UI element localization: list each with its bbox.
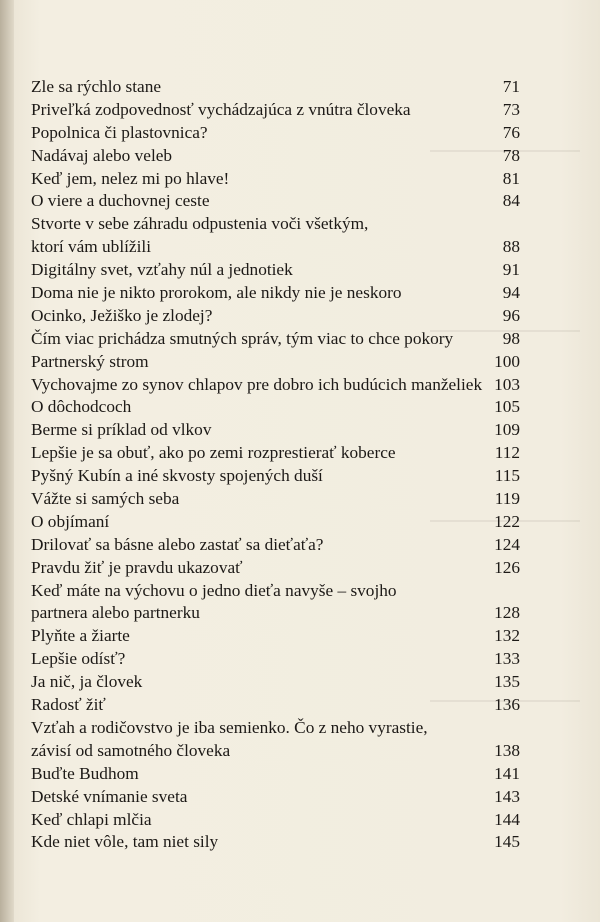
toc-entry-line xyxy=(31,671,520,694)
toc-entry-line xyxy=(31,831,520,854)
toc-entry-title: Lepšie je sa obuť, ako po zemi rozprestierať koberce xyxy=(31,443,396,463)
toc-entry-title: O dôchodcoch xyxy=(31,397,132,417)
toc-entry-title: Detské vnímanie sveta xyxy=(31,786,188,806)
toc-entry xyxy=(31,442,520,465)
toc-entry xyxy=(31,374,520,397)
toc-entry-title: Vychovajme zo synov chlapov pre dobro ich budúcich manželiek xyxy=(31,374,483,394)
toc-entry xyxy=(31,625,520,648)
toc-entry-line xyxy=(31,122,520,145)
toc-entry-title: Zle sa rýchlo stane xyxy=(31,77,162,96)
toc-entry-line xyxy=(31,602,520,625)
toc-entry xyxy=(31,786,520,809)
toc-entry-title: Priveľká zodpovednosť vychádzajúca z vnútra človeka xyxy=(31,99,411,119)
toc-entry-line xyxy=(31,786,520,809)
toc-entry xyxy=(31,99,520,122)
toc-entry-line xyxy=(31,396,520,419)
toc-entry xyxy=(31,580,520,626)
toc-entry-line xyxy=(31,351,520,374)
toc-entry xyxy=(31,763,520,786)
toc-entry xyxy=(31,282,520,305)
toc-entry xyxy=(31,694,520,717)
toc-entry-title: Nadávaj alebo veleb xyxy=(31,145,173,165)
toc-entry-page-number: 115 xyxy=(494,466,520,486)
toc-entry-line xyxy=(31,625,520,648)
table-of-contents xyxy=(31,76,520,854)
toc-entry-line xyxy=(31,419,520,442)
toc-entry xyxy=(31,488,520,511)
toc-entry-title: Popolnica či plastovnica? xyxy=(31,122,208,142)
toc-entry-title: Ja nič, ja človek xyxy=(31,672,143,692)
toc-entry-page-number: 103 xyxy=(494,374,520,394)
toc-entry-page-number: 119 xyxy=(494,489,520,509)
toc-entry xyxy=(31,351,520,374)
toc-entry-line xyxy=(31,282,520,305)
toc-entry-title: Kde niet vôle, tam niet sily xyxy=(31,832,219,852)
toc-entry-title: partnera alebo partnerku xyxy=(31,603,200,623)
toc-entry-title: Lepšie odísť? xyxy=(31,649,126,669)
toc-entry xyxy=(31,145,520,168)
toc-entry-page-number: 128 xyxy=(494,603,520,623)
toc-entry-line xyxy=(31,694,520,717)
toc-entry xyxy=(31,122,520,145)
toc-entry-page-number: 71 xyxy=(502,77,520,96)
toc-entry-line xyxy=(31,465,520,488)
toc-entry-line xyxy=(31,99,520,122)
toc-entry-title: Plyňte a žiarte xyxy=(31,626,130,646)
toc-entry-page-number: 122 xyxy=(494,511,520,531)
toc-entry-line xyxy=(31,259,520,282)
toc-entry xyxy=(31,465,520,488)
toc-entry-title: O objímaní xyxy=(31,511,110,531)
toc-entry xyxy=(31,213,520,259)
toc-entry xyxy=(31,419,520,442)
toc-entry-page-number: 78 xyxy=(502,145,520,165)
toc-entry-page-number: 98 xyxy=(502,328,520,348)
toc-entry-page-number: 109 xyxy=(494,420,520,440)
toc-entry-page-number: 144 xyxy=(494,809,520,829)
toc-entry xyxy=(31,190,520,213)
toc-entry-page-number: 96 xyxy=(502,305,520,325)
toc-entry-page-number: 141 xyxy=(494,763,520,783)
toc-entry-title: Čím viac prichádza smutných správ, tým viac to chce pokory xyxy=(31,328,454,348)
toc-entry-title: Pyšný Kubín a iné skvosty spojených duší xyxy=(31,466,323,486)
toc-entry-line xyxy=(31,488,520,511)
toc-entry-line xyxy=(31,511,520,534)
toc-entry-line xyxy=(31,580,520,603)
toc-entry-line xyxy=(31,236,520,259)
toc-entry xyxy=(31,671,520,694)
toc-entry xyxy=(31,648,520,671)
toc-entry-page-number: 100 xyxy=(494,351,520,371)
toc-entry-page-number: 84 xyxy=(502,191,520,211)
toc-entry-page-number: 132 xyxy=(494,626,520,646)
toc-entry-line xyxy=(31,717,520,740)
toc-entry-title: Ocinko, Ježiško je zlodej? xyxy=(31,305,213,325)
toc-entry-line xyxy=(31,168,520,191)
toc-entry xyxy=(31,305,520,328)
toc-entry xyxy=(31,396,520,419)
toc-entry-page-number: 105 xyxy=(494,397,520,417)
toc-entry xyxy=(31,511,520,534)
toc-entry-title: Doma nie je nikto prorokom, ale nikdy nie je neskoro xyxy=(31,283,402,303)
toc-entry-page-number: 133 xyxy=(494,649,520,669)
toc-entry-title: Vzťah a rodičovstvo je iba semienko. Čo z neho vyrastie, xyxy=(31,717,428,737)
toc-entry-title: Berme si príklad od vlkov xyxy=(31,420,212,440)
toc-entry-line xyxy=(31,190,520,213)
toc-entry-line xyxy=(31,76,520,99)
toc-entry-page-number: 112 xyxy=(494,443,520,463)
page-gutter-edge xyxy=(0,0,14,922)
toc-entry-page-number: 143 xyxy=(494,786,520,806)
toc-entry-line xyxy=(31,809,520,832)
toc-entry-title: Keď jem, nelez mi po hlave! xyxy=(31,168,230,188)
toc-entry xyxy=(31,259,520,282)
toc-entry-page-number: 124 xyxy=(494,534,520,554)
toc-entry xyxy=(31,809,520,832)
toc-entry xyxy=(31,168,520,191)
toc-entry-title: závisí od samotného človeka xyxy=(31,740,231,760)
toc-entry xyxy=(31,76,520,99)
toc-entry-line xyxy=(31,557,520,580)
toc-entry xyxy=(31,831,520,854)
toc-entry-title: Keď máte na výchovu o jedno dieťa navyše – svojho xyxy=(31,580,397,600)
toc-entry-line xyxy=(31,648,520,671)
toc-entry xyxy=(31,328,520,351)
toc-entry-title: Partnerský strom xyxy=(31,351,149,371)
toc-entry-page-number: 135 xyxy=(494,672,520,692)
toc-entry-line xyxy=(31,213,520,236)
toc-entry-line xyxy=(31,305,520,328)
toc-entry-line xyxy=(31,145,520,168)
toc-entry-page-number: 73 xyxy=(502,99,520,119)
toc-entry xyxy=(31,534,520,557)
toc-entry-page-number: 138 xyxy=(494,740,520,760)
toc-entry-title: Digitálny svet, vzťahy núl a jednotiek xyxy=(31,260,293,280)
toc-entry-line xyxy=(31,763,520,786)
toc-entry-line xyxy=(31,442,520,465)
toc-entry-title: Keď chlapi mlčia xyxy=(31,809,152,829)
toc-entry-title: Buďte Budhom xyxy=(31,763,139,783)
toc-entry-line xyxy=(31,328,520,351)
toc-entry-title: Radosť žiť xyxy=(31,695,106,715)
toc-entry-page-number: 81 xyxy=(502,168,520,188)
toc-entry-line xyxy=(31,374,520,397)
toc-entry-line xyxy=(31,740,520,763)
toc-entry-page-number: 94 xyxy=(502,283,520,303)
toc-entry-line xyxy=(31,534,520,557)
toc-entry-page-number: 76 xyxy=(502,122,520,142)
toc-entry-title: Pravdu žiť je pravdu ukazovať xyxy=(31,557,243,577)
toc-entry-title: Vážte si samých seba xyxy=(31,489,180,509)
toc-entry-page-number: 145 xyxy=(494,832,520,852)
toc-entry xyxy=(31,717,520,763)
toc-entry-page-number: 91 xyxy=(502,260,520,280)
toc-entry-page-number: 88 xyxy=(502,237,520,257)
toc-entry-title: ktorí vám ublížili xyxy=(31,237,151,257)
toc-entry-title: O viere a duchovnej ceste xyxy=(31,191,210,211)
toc-entry-title: Drilovať sa básne alebo zastať sa dieťaťa? xyxy=(31,534,324,554)
toc-entry-page-number: 136 xyxy=(494,695,520,715)
toc-entry-page-number: 126 xyxy=(494,557,520,577)
toc-entry xyxy=(31,557,520,580)
toc-entry-title: Stvorte v sebe záhradu odpustenia voči všetkým, xyxy=(31,214,369,234)
